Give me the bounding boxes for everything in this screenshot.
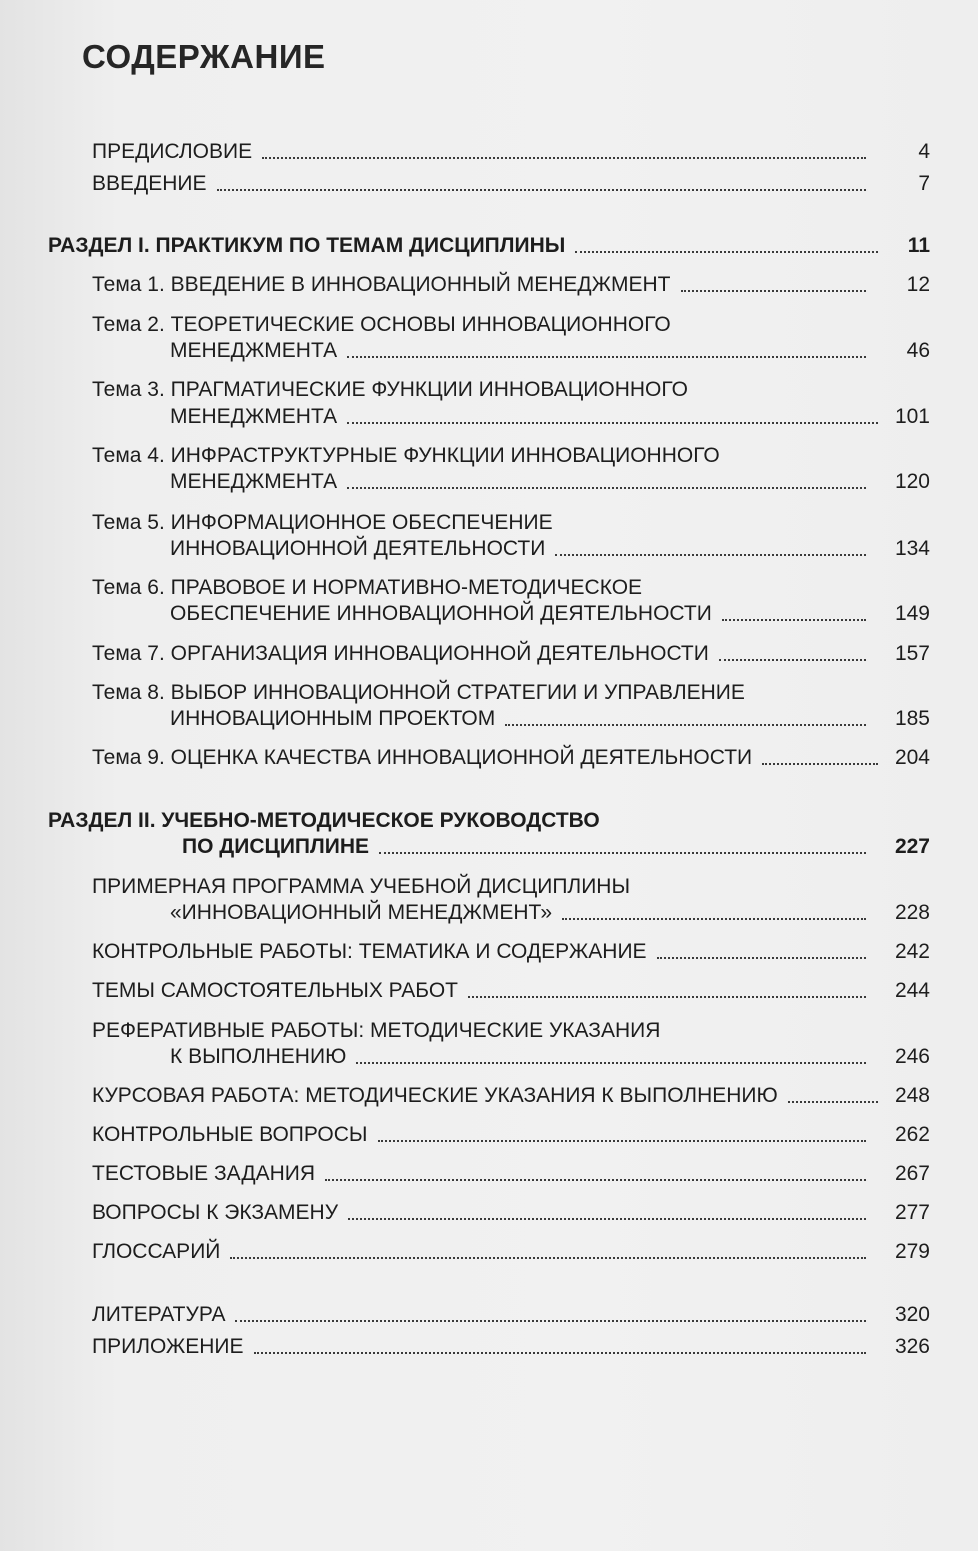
dot-leader bbox=[347, 355, 866, 358]
dot-leader bbox=[356, 1061, 866, 1064]
toc-entry-page: 262 bbox=[894, 1123, 930, 1146]
toc-topic-5-line1: Тема 5. ИНФОРМАЦИОННОЕ ОБЕСПЕЧЕНИЕ bbox=[92, 511, 553, 534]
toc-entry-page: 244 bbox=[894, 979, 930, 1002]
toc-topic-8-line1: Тема 8. ВЫБОР ИННОВАЦИОННОЙ СТРАТЕГИИ И УПРАВЛЕНИЕ bbox=[92, 681, 745, 704]
toc-item-program-line2: «ИННОВАЦИОННЫЙ МЕНЕДЖМЕНТ» 228 bbox=[170, 901, 930, 924]
toc-topic-4-line1: Тема 4. ИНФРАСТРУКТУРНЫЕ ФУНКЦИИ ИННОВАЦИОННОГО bbox=[92, 444, 720, 467]
toc-entry-page: 279 bbox=[894, 1240, 930, 1263]
toc-topic-7 bbox=[92, 642, 930, 666]
dot-leader bbox=[254, 1351, 866, 1354]
toc-entry-page: 204 bbox=[894, 746, 930, 769]
toc-entry-page: 228 bbox=[894, 901, 930, 924]
toc-topic-8-line2: ИННОВАЦИОННЫМ ПРОЕКТОМ 185 bbox=[170, 707, 930, 730]
toc-entry-page: 277 bbox=[894, 1201, 930, 1224]
toc-entry-page: 12 bbox=[906, 273, 930, 296]
toc-entry-page: 185 bbox=[894, 707, 930, 730]
toc-entry-label: Тема 9. ОЦЕНКА КАЧЕСТВА ИННОВАЦИОННОЙ ДЕЯТЕЛЬНОСТИ bbox=[92, 746, 753, 769]
section-heading: РАЗДЕЛ I. ПРАКТИКУМ ПО ТЕМАМ ДИСЦИПЛИНЫ bbox=[48, 234, 566, 257]
toc-item-course-work: КУРСОВАЯ РАБОТА: МЕТОДИЧЕСКИЕ УКАЗАНИЯ К ВЫПОЛНЕНИЮ 248 bbox=[92, 1084, 930, 1107]
toc-entry-page: 246 bbox=[894, 1045, 930, 1068]
toc-item-essays-line2: К ВЫПОЛНЕНИЮ 246 bbox=[170, 1045, 930, 1068]
page-title: СОДЕРЖАНИЕ bbox=[82, 38, 326, 75]
toc-entry-page: 227 bbox=[894, 835, 930, 858]
toc-topic-3-line2: МЕНЕДЖМЕНТА 101 bbox=[170, 405, 930, 428]
toc-topic-2-line1: Тема 2. ТЕОРЕТИЧЕСКИЕ ОСНОВЫ ИННОВАЦИОННОГО bbox=[92, 313, 671, 336]
toc-item-exam-questions: ВОПРОСЫ К ЭКЗАМЕНУ 277 bbox=[92, 1201, 930, 1224]
dot-leader bbox=[562, 917, 866, 920]
section-heading: ПО ДИСЦИПЛИНЕ bbox=[182, 835, 370, 858]
toc-entry-page: 101 bbox=[894, 405, 930, 428]
toc-entry-page: 157 bbox=[894, 642, 930, 665]
dot-leader bbox=[347, 421, 878, 424]
toc-topic-6-line1: Тема 6. ПРАВОВОЕ И НОРМАТИВНО-МЕТОДИЧЕСКОЕ bbox=[92, 576, 643, 599]
dot-leader bbox=[325, 1178, 866, 1181]
dot-leader bbox=[468, 995, 866, 998]
toc-item-essays-line1: РЕФЕРАТИВНЫЕ РАБОТЫ: МЕТОДИЧЕСКИЕ УКАЗАНИЯ bbox=[92, 1019, 661, 1042]
toc-entry-page: 4 bbox=[918, 140, 930, 163]
dot-leader bbox=[505, 723, 866, 726]
dot-leader bbox=[378, 1139, 866, 1142]
dot-leader bbox=[681, 289, 867, 292]
dot-leader bbox=[235, 1319, 866, 1322]
dot-leader bbox=[657, 956, 866, 959]
toc-entry-page: 267 bbox=[894, 1162, 930, 1185]
dot-leader bbox=[719, 658, 866, 661]
dot-leader bbox=[762, 762, 878, 765]
toc-entry-introduction bbox=[92, 172, 930, 196]
toc-entry-page: 320 bbox=[894, 1303, 930, 1326]
dot-leader bbox=[379, 851, 866, 854]
dot-leader bbox=[348, 1217, 866, 1220]
toc-topic-2-line2: МЕНЕДЖМЕНТА 46 bbox=[170, 339, 930, 362]
toc-entry-label: ВВЕДЕНИЕ bbox=[92, 172, 207, 195]
toc-topic-5-line2: ИННОВАЦИОННОЙ ДЕЯТЕЛЬНОСТИ 134 bbox=[170, 537, 930, 560]
dot-leader bbox=[788, 1100, 878, 1103]
toc-section-2-line1: РАЗДЕЛ II. УЧЕБНО-МЕТОДИЧЕСКОЕ РУКОВОДСТВО bbox=[48, 809, 600, 832]
toc-entry-page: 248 bbox=[894, 1084, 930, 1107]
toc-section-1 bbox=[48, 234, 930, 258]
toc-entry-label: ПРЕДИСЛОВИЕ bbox=[92, 140, 253, 163]
toc-entry-literature: ЛИТЕРАТУРА 320 bbox=[92, 1303, 930, 1326]
dot-leader bbox=[722, 618, 866, 621]
toc-section-2-line2 bbox=[182, 835, 930, 859]
toc-entry-label: Тема 1. ВВЕДЕНИЕ В ИННОВАЦИОННЫЙ МЕНЕДЖМЕНТ bbox=[92, 273, 671, 296]
toc-entry-page: 11 bbox=[907, 234, 930, 257]
dot-leader bbox=[217, 188, 866, 191]
toc-item-control-works: КОНТРОЛЬНЫЕ РАБОТЫ: ТЕМАТИКА И СОДЕРЖАНИЕ 242 bbox=[92, 940, 930, 963]
toc-topic-9 bbox=[92, 746, 930, 770]
toc-entry-preface bbox=[92, 140, 930, 164]
toc-item-glossary: ГЛОССАРИЙ 279 bbox=[92, 1240, 930, 1263]
toc-entry-page: 134 bbox=[894, 537, 930, 560]
toc-topic-3-line1: Тема 3. ПРАГМАТИЧЕСКИЕ ФУНКЦИИ ИННОВАЦИОННОГО bbox=[92, 378, 688, 401]
toc-topic-6-line2: ОБЕСПЕЧЕНИЕ ИННОВАЦИОННОЙ ДЕЯТЕЛЬНОСТИ 149 bbox=[170, 602, 930, 625]
toc-entry-page: 326 bbox=[894, 1335, 930, 1358]
toc-item-control-questions: КОНТРОЛЬНЫЕ ВОПРОСЫ 262 bbox=[92, 1123, 930, 1146]
dot-leader bbox=[575, 250, 878, 253]
toc-entry-page: 120 bbox=[894, 470, 930, 493]
dot-leader bbox=[230, 1256, 866, 1259]
dot-leader bbox=[347, 486, 866, 489]
toc-entry-page: 7 bbox=[918, 172, 930, 195]
toc-entry-appendix: ПРИЛОЖЕНИЕ 326 bbox=[92, 1335, 930, 1358]
toc-entry-label: Тема 7. ОРГАНИЗАЦИЯ ИННОВАЦИОННОЙ ДЕЯТЕЛЬНОСТИ bbox=[92, 642, 709, 665]
toc-item-independent-works: ТЕМЫ САМОСТОЯТЕЛЬНЫХ РАБОТ 244 bbox=[92, 979, 930, 1002]
toc-entry-page: 242 bbox=[894, 940, 930, 963]
toc-topic-4-line2: МЕНЕДЖМЕНТА 120 bbox=[170, 470, 930, 493]
dot-leader bbox=[262, 156, 866, 159]
toc-item-program-line1: ПРИМЕРНАЯ ПРОГРАММА УЧЕБНОЙ ДИСЦИПЛИНЫ bbox=[92, 875, 631, 898]
toc-topic-1 bbox=[92, 273, 930, 297]
toc-item-tests: ТЕСТОВЫЕ ЗАДАНИЯ 267 bbox=[92, 1162, 930, 1185]
toc-entry-page: 46 bbox=[906, 339, 930, 362]
toc-entry-page: 149 bbox=[894, 602, 930, 625]
dot-leader bbox=[555, 553, 866, 556]
